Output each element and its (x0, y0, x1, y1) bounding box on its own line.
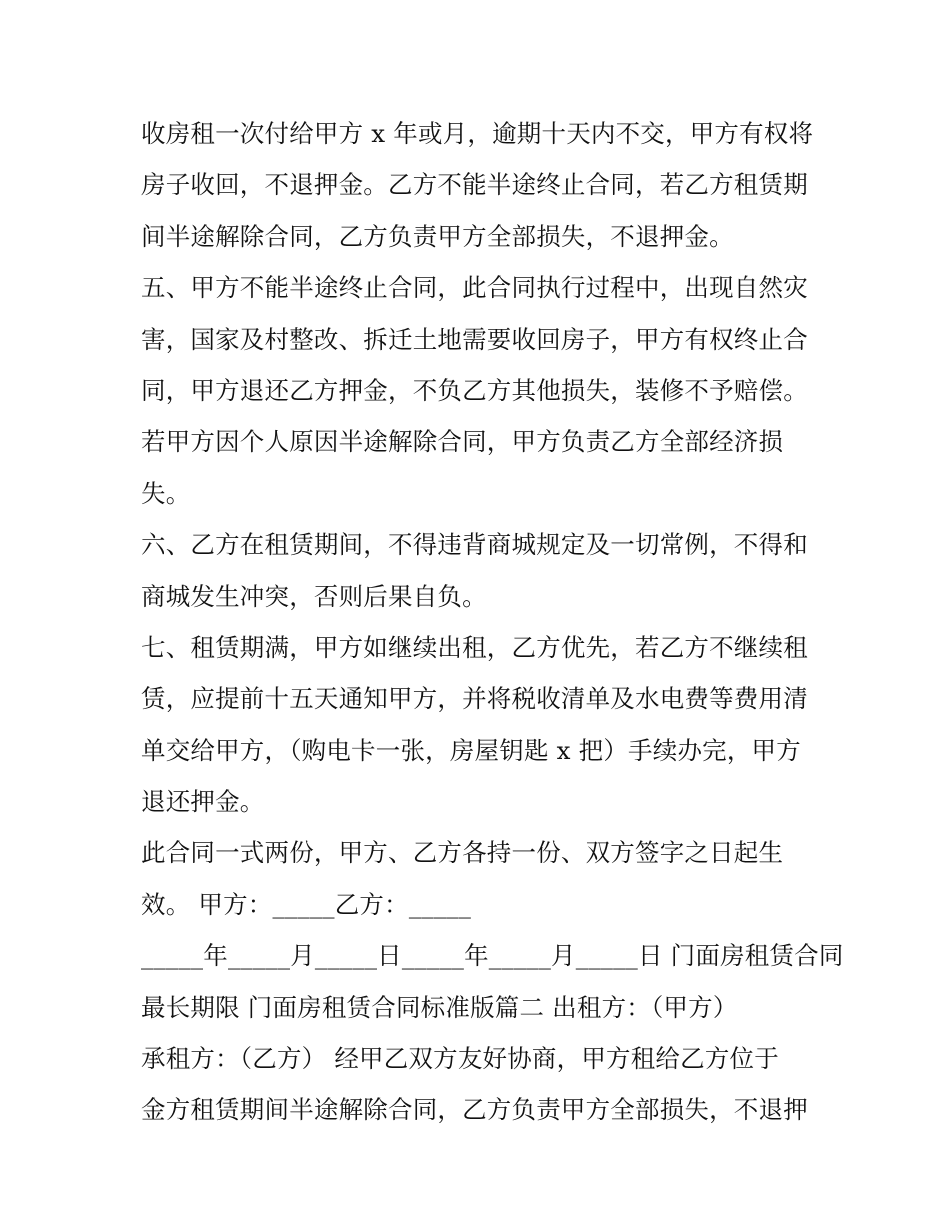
text-line: 效。 甲方：_____乙方：_____ (141, 889, 472, 919)
text-line: 五、甲方不能半途终止合同，此合同执行过程中，出现自然灾 (141, 273, 808, 303)
text-line: 同，甲方退还乙方押金，不负乙方其他损失，装修不予赔偿。 (141, 375, 808, 405)
text-line: 间半途解除合同，乙方负责甲方全部损失，不退押金。 (141, 221, 734, 251)
text-line: 若甲方因个人原因半途解除合同，甲方负责乙方全部经济损 (141, 427, 784, 457)
text-line: 此合同一式两份，甲方、乙方各持一份、双方签字之日起生 (141, 838, 784, 868)
text-line: 赁，应提前十五天通知甲方，并将税收清单及水电费等费用清 (141, 684, 808, 714)
text-line: 六、乙方在租赁期间，不得违背商城规定及一切常例，不得和 (141, 530, 808, 560)
text-line: 失。 (141, 478, 191, 508)
text-line: _____年_____月_____日_____年_____月_____日 门面房租赁合同 (141, 941, 844, 971)
text-line: 收房租一次付给甲方 x 年或月，逾期十天内不交，甲方有权将 (141, 119, 814, 148)
text-line: 退还押金。 (141, 787, 265, 817)
text-line: 承租方：（乙方） 经甲乙双方友好协商，甲方租给乙方位于 (141, 1044, 779, 1074)
text-line: 单交给甲方，（购电卡一张，房屋钥匙 x 把）手续办完，甲方 (141, 735, 801, 765)
text-line: 害，国家及村整改、拆迁土地需要收回房子，甲方有权终止合 (141, 324, 808, 354)
text-line: 商城发生冲突，否则后果自负。 (141, 581, 487, 611)
text-line: 金方租赁期间半途解除合同，乙方负责甲方全部损失，不退押 (141, 1095, 808, 1125)
contract-text (141, 108, 844, 1136)
text-line: 七、租赁期满，甲方如继续出租，乙方优先，若乙方不继续租 (141, 632, 808, 662)
text-line: 最长期限 门面房租赁合同标准版篇二 出租方：（甲方） (141, 992, 738, 1022)
text-line: 房子收回，不退押金。乙方不能半途终止合同，若乙方租赁期 (141, 170, 808, 200)
